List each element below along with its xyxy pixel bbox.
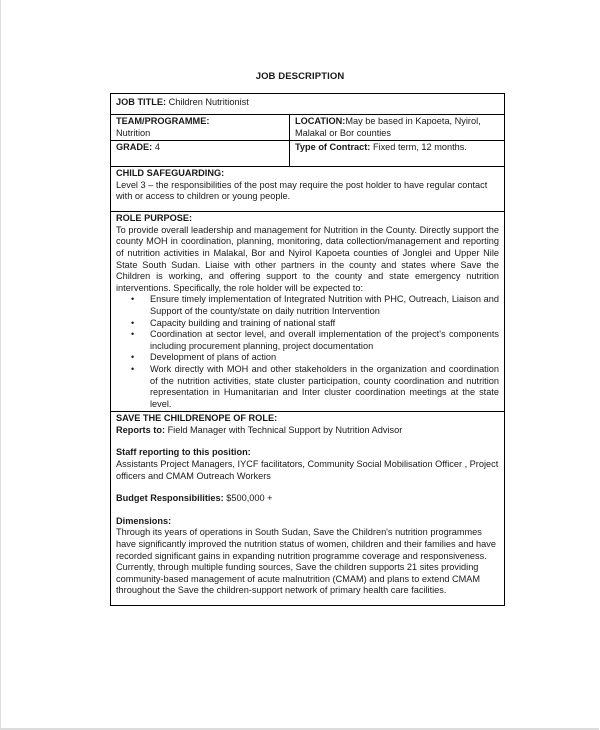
location-cell xyxy=(290,115,505,141)
spacer xyxy=(116,436,499,447)
scope-of-role-label: SAVE THE CHILDRENOPE OF ROLE: xyxy=(116,413,278,424)
dimensions-text: Through its years of operations in South Sudan, Save the Children's nutrition programmes have significantly improved the nutrition status of women, children and their families and have recorded significant gains in expanding nutrition programme coverage and responsiveness. Currently, through multiple funding sources, Save the children supports 21 sites providing community-based management of acute malnutrition (CMAM) and plans to extend CMAM throughout the Save the children-support network of primary health care facilities. xyxy=(116,527,496,596)
location-label: LOCATION: xyxy=(295,116,346,126)
spacer xyxy=(116,482,499,493)
job-title-value: Children Nutritionist xyxy=(168,97,249,107)
contract-label: Type of Contract: xyxy=(295,142,371,153)
budget-label: Budget Responsibilities: xyxy=(116,493,224,504)
bullet-item: • Capacity building and training of national staff xyxy=(150,318,499,330)
contract-value: Fixed term, 12 months. xyxy=(372,142,467,153)
staff-reporting-value: Assistants Project Managers, IYCF facilitators, Community Social Mobilisation Officer , Project officers and CMAM Outreach Workers xyxy=(116,459,499,481)
role-purpose-label: ROLE PURPOSE: xyxy=(116,213,193,224)
job-title-cell xyxy=(111,94,505,115)
reports-to-value: Field Manager with Technical Support by Nutrition Advisor xyxy=(167,424,403,435)
job-title-label: JOB TITLE: xyxy=(116,97,167,107)
dimensions-label: Dimensions: xyxy=(116,515,172,526)
spacer xyxy=(116,505,499,516)
bullet-item: • Work directly with MOH and other stakeholders in the organization and coordination of the nutrition activities, state cluster participation, county coordination and nutrition representation in Humanitarian and Inter cluster coordination meetings at the state level. xyxy=(150,364,499,410)
staff-reporting-label: Staff reporting to this position: xyxy=(116,447,251,458)
bullet-item: • Development of plans of action xyxy=(150,352,499,364)
reports-to-label: Reports to: xyxy=(116,424,165,435)
budget-value: $500,000 + xyxy=(226,493,273,504)
grade-label: GRADE: xyxy=(116,142,153,153)
document-title: JOB DESCRIPTION xyxy=(255,71,345,82)
bullet-item: • Coordination at sector level, and overall implementation of the project's components including procurement planning, project documentation xyxy=(150,329,499,352)
team-label: TEAM/PROGRAMME: xyxy=(116,116,210,126)
scope-of-role-cell xyxy=(111,412,505,606)
job-description-table xyxy=(110,93,505,606)
child-safeguarding-cell xyxy=(111,167,505,212)
role-purpose-row xyxy=(111,212,505,412)
child-safeguarding-row xyxy=(111,167,505,212)
role-purpose-bullet-list xyxy=(116,294,499,410)
child-safeguarding-text: Level 3 – the responsibilities of the post may require the post holder to have regular contact with or access to children or young people. xyxy=(116,179,488,202)
bullet-item: • Ensure timely implementation of Integrated Nutrition with PHC, Outreach, Liaison and Support of the county/state on daily nutrition Intervention xyxy=(150,294,499,317)
team-location-row xyxy=(111,115,505,141)
location-value: May be based in Kapoeta, Nyirol, Malakal or Bor counties xyxy=(295,116,481,138)
reports-to xyxy=(116,425,499,437)
scope-of-role-row xyxy=(111,412,505,606)
role-purpose-cell xyxy=(111,212,505,412)
contract-cell xyxy=(290,141,505,167)
grade-contract-row xyxy=(111,141,505,167)
budget-responsibilities xyxy=(116,493,499,505)
grade-value: 4 xyxy=(154,142,160,153)
team-cell xyxy=(111,115,290,141)
child-safeguarding-label: CHILD SAFEGUARDING: xyxy=(116,168,225,179)
role-purpose-text: To provide overall leadership and management for Nutrition in the County. Directly support the county MOH in coordination, planning, monitoring, data collection/management and reporting of nutrition activities in Malakal, Bor and Nyirol Kapoeta counties of Jonglei and Upper Nile State South Sudan. Liaise with other partners in the county and states where Save the Children is working, and offering support to the county and state emergency nutrition interventions. Specifically, the role holder will be expected to: xyxy=(116,224,499,293)
team-value: Nutrition xyxy=(116,127,151,138)
job-title-row xyxy=(111,94,505,115)
grade-cell xyxy=(111,141,290,167)
